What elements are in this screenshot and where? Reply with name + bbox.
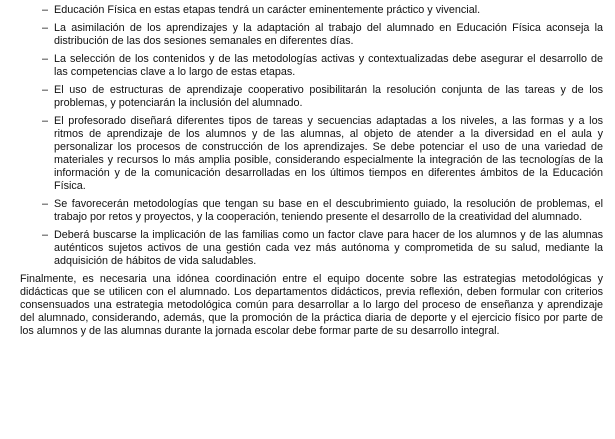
bullet-text: El uso de estructuras de aprendizaje cooperativo posibilitarán la resolución conjunta de las tareas y de los problemas, y potenciarán la inclusión del alumnado. bbox=[54, 84, 603, 109]
list-item bbox=[0, 198, 615, 224]
bullet-dash: – bbox=[42, 84, 49, 96]
bullet-dash: – bbox=[42, 115, 49, 127]
list-item bbox=[0, 84, 615, 110]
list-item bbox=[0, 229, 615, 268]
bullet-text: La asimilación de los aprendizajes y la adaptación al trabajo del alumnado en Educación Física aconseja la distribución de las dos sesiones semanales en diferentes días. bbox=[54, 22, 603, 47]
bullet-dash: – bbox=[42, 4, 49, 16]
bullet-dash: – bbox=[42, 53, 49, 65]
bullet-dash: – bbox=[42, 22, 49, 34]
bullet-dash: – bbox=[42, 229, 49, 241]
bullet-dash: – bbox=[42, 198, 49, 210]
bullet-text: El profesorado diseñará diferentes tipos de tareas y secuencias adaptadas a los niveles, a las formas y a los ritmos de aprendizaje de los alumnos y de las alumnas, al objeto de atender a la diversidad en el aula y personalizar los procesos de construcción de los aprendizajes. Se debe potenciar el uso de una variedad de materiales y recursos lo más amplia posible, considerando especialmente la integración de las tecnologías de la información y de la comunicación desarrolladas en los últimos tiempos en diferentes ámbitos de la Educación Física. bbox=[54, 115, 603, 192]
list-item bbox=[0, 4, 615, 17]
list-item bbox=[0, 22, 615, 48]
bullet-list bbox=[0, 4, 615, 268]
bullet-text: La selección de los contenidos y de las metodologías activas y contextualizadas debe asegurar el desarrollo de las competencias clave a lo largo de estas etapas. bbox=[54, 53, 603, 78]
bullet-text: Educación Física en estas etapas tendrá un carácter eminentemente práctico y vivencial. bbox=[54, 4, 481, 16]
bullet-text: Deberá buscarse la implicación de las familias como un factor clave para hacer de los alumnos y de las alumnas auténticos sujetos activos de una gestión cada vez más autónoma y comprometida de su salud, mediante la adquisición de hábitos de vida saludables. bbox=[54, 229, 603, 267]
closing-paragraph: Finalmente, es necesaria una idónea coordinación entre el equipo docente sobre las estrategias metodológicas y didácticas que se utilicen con el alumnado. Los departamentos didácticos, previa reflexión, deben formular con criterios consensuados una estrategia metodológica común para desarrollar a lo largo del proceso de enseñanza y aprendizaje del alumnado, considerando, además, que la promoción de la práctica diaria de deporte y el ejercicio físico por parte de los alumnos y de las alumnas durante la jornada escolar debe formar parte de su desarrollo integral. bbox=[20, 273, 603, 337]
list-item bbox=[0, 53, 615, 79]
list-item bbox=[0, 115, 615, 193]
bullet-text: Se favorecerán metodologías que tengan su base en el descubrimiento guiado, la resolución de problemas, el trabajo por retos y proyectos, y la cooperación, teniendo presente el desarrollo de la creatividad del alumnado. bbox=[54, 198, 603, 223]
document-page bbox=[0, 4, 615, 338]
